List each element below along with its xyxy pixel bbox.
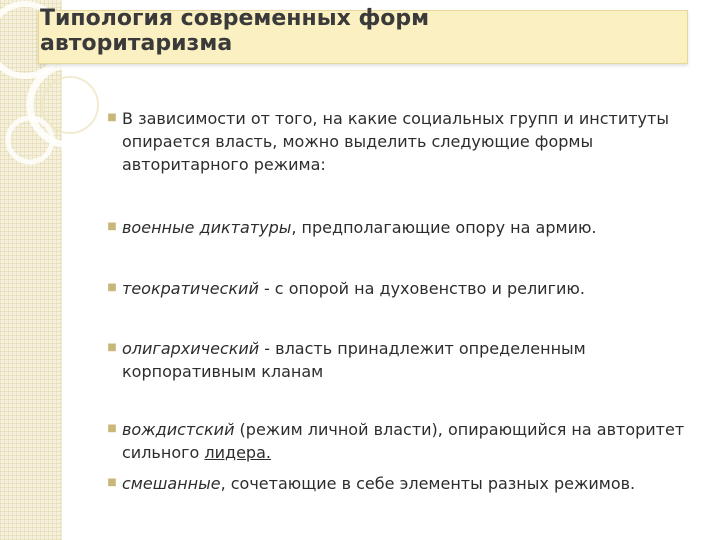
desc-military: , предполагающие опору на армию. bbox=[291, 218, 597, 237]
bullet-marker: ■ bbox=[107, 221, 117, 232]
list-item-leader bbox=[122, 418, 692, 464]
list-item-oligarchic bbox=[122, 337, 692, 383]
bullet-marker: ■ bbox=[107, 112, 117, 123]
term-oligarchic: олигархический bbox=[122, 339, 260, 358]
bullet-marker: ■ bbox=[107, 477, 117, 488]
intro-text: В зависимости от того, на какие социальных групп и институты опирается власть, можно выделить следующие формы авторитарного режима: bbox=[122, 109, 669, 174]
list-item-mixed bbox=[122, 472, 692, 495]
desc-theocratic: - с опорой на духовенство и религию. bbox=[258, 279, 585, 298]
list-item-military bbox=[122, 216, 692, 239]
desc-oligarchic: - власть принадлежит определенным корпоративным кланам bbox=[122, 339, 586, 381]
bullet-marker: ■ bbox=[107, 342, 117, 353]
bullet-marker: ■ bbox=[107, 423, 117, 434]
term-mixed: смешанные bbox=[122, 474, 221, 493]
bullet-marker: ■ bbox=[107, 282, 117, 293]
desc-leader: (режим личной власти), опирающийся на авторитет сильного bbox=[122, 420, 685, 462]
term-military: военные диктатуры bbox=[122, 218, 292, 237]
list-item-intro bbox=[122, 107, 692, 176]
side-texture-strip bbox=[0, 0, 62, 540]
leader-link[interactable]: лидера. bbox=[204, 443, 271, 462]
term-theocratic: теократический bbox=[122, 279, 259, 298]
list-item-theocratic bbox=[122, 277, 692, 300]
desc-mixed: , сочетающие в себе элементы разных режимов. bbox=[220, 474, 636, 493]
term-leader: вождистский bbox=[122, 420, 235, 439]
page-title: Типология современных форм авторитаризма bbox=[40, 6, 430, 56]
